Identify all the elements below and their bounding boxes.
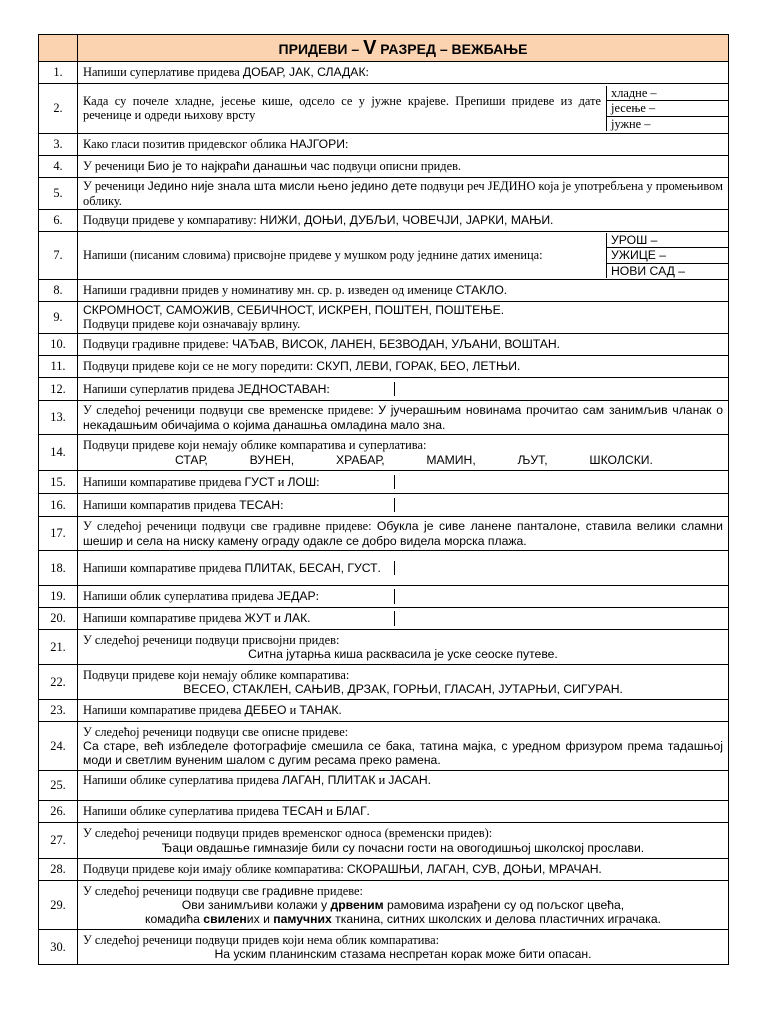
exercise-number: 29. xyxy=(39,881,78,930)
exercise-row xyxy=(39,551,729,586)
exercise-row xyxy=(39,471,729,494)
page-title: ПРИДЕВИ – V РАЗРЕД – ВЕЖБАЊЕ xyxy=(78,35,729,62)
exercise-number: 3. xyxy=(39,134,78,156)
exercise-text: Како гласи позитив придевског облика НАЈГОРИ: xyxy=(78,134,729,156)
exercise-text: У реченици Био је то најкраћи данашњи час подвуци описни придев. xyxy=(78,156,729,178)
header-row xyxy=(39,35,729,62)
exercise-text: Подвуци придеве у компаративу: НИЖИ, ДОЊИ, ДУБЉИ, ЧОВЕЧЈИ, ЈАРКИ, МАЊИ. xyxy=(78,210,729,232)
exercise-row xyxy=(39,401,729,435)
exercise-row xyxy=(39,156,729,178)
exercise-text: СКРОМНОСТ, САМОЖИВ, СЕБИЧНОСТ, ИСКРЕН, ПОШТЕН, ПОШТЕЊЕ. Подвуци придеве који означавају врлину. xyxy=(78,302,729,334)
exercise-text: Напиши компаративе придева ДЕБЕО и ТАНАК. xyxy=(78,700,729,722)
exercise-text: Подвуци придеве који имају облике компаратива: СКОРАШЊИ, ЛАГАН, СУВ, ДОЊИ, МРАЧАН. xyxy=(78,859,729,881)
exercise-number: 30. xyxy=(39,930,78,965)
exercise-split xyxy=(78,498,728,512)
exercise-text: Напиши облике суперлатива придева ТЕСАН и БЛАГ. xyxy=(78,801,729,823)
exercise-row xyxy=(39,178,729,210)
exercise-row xyxy=(39,586,729,608)
exercise-text: Подвуци придеве који се не могу поредити: СКУП, ЛЕВИ, ГОРАК, БЕО, ЛЕТЊИ. xyxy=(78,356,729,378)
exercise-row xyxy=(39,494,729,517)
exercise-text: У следећој реченици подвуци све описне придеве: Са старе, већ избледеле фотографије смешила се бака, татина мајка, с уредном фризуром према тадашњој моди и светлим вуненим шалом с дугим ресама преко рамена. xyxy=(78,722,729,771)
exercise-row xyxy=(39,334,729,356)
exercise-text: У следећој реченици подвуци придев временског односа (временски придев): Ђаци овдашње гимназије били су почасни гости на овогодишњој школској прослави. xyxy=(78,823,729,859)
answer-field[interactable]: јесење – xyxy=(607,101,729,116)
exercise-text: Напиши компаративе придева ЖУТ и ЛАК. xyxy=(78,611,395,625)
exercise-number: 14. xyxy=(39,435,78,471)
exercise-number: 8. xyxy=(39,280,78,302)
exercise-row xyxy=(39,302,729,334)
answer-field[interactable]: хладне – xyxy=(607,86,729,101)
exercise-row xyxy=(39,378,729,401)
exercise-row xyxy=(39,930,729,965)
exercise-number: 24. xyxy=(39,722,78,771)
exercise-text: Напиши компаративе придева ГУСТ и ЛОШ: xyxy=(78,475,395,489)
exercise-row xyxy=(39,435,729,471)
exercise-text: Напиши суперлатив придева ЈЕДНОСТАВАН: xyxy=(78,382,395,396)
exercise-row xyxy=(39,517,729,551)
exercise-split xyxy=(78,86,728,131)
exercise-text: Напиши облик суперлатива придева ЈЕДАР: xyxy=(78,589,395,603)
exercise-number: 17. xyxy=(39,517,78,551)
exercise-row xyxy=(39,771,729,801)
exercise-row xyxy=(39,62,729,84)
exercise-number: 22. xyxy=(39,665,78,700)
exercise-text: Напиши облике суперлатива придева ЛАГАН, ПЛИТАК и ЈАСАН. xyxy=(78,771,729,801)
exercise-number: 7. xyxy=(39,232,78,280)
word-list: СТАР, ВУНЕН, ХРАБАР, МАМИН, ЉУТ, ШКОЛСКИ. xyxy=(175,452,653,467)
exercise-text: Подвуци придеве који немају облике компаратива и суперлатива: СТАР, ВУНЕН, ХРАБАР, МАМИН, ЉУТ, ШКОЛСКИ. xyxy=(78,435,729,471)
exercise-row xyxy=(39,84,729,134)
exercise-text: У следећој реченици подвуци све градивне придеве: Обукла је сиве ланене панталоне, ставила велики сламни шешир и села на ниску камену ограду одакле се добро видела морска плажа. xyxy=(78,517,729,551)
exercise-text: У реченици Једино није знала шта мисли њено једино дете подвуци реч ЈЕДИНО која је употребљена у промењивом облику. xyxy=(78,178,729,210)
exercise-number: 13. xyxy=(39,401,78,435)
answer-field[interactable]: јужне – xyxy=(607,116,729,131)
exercise-text: Напиши компаратив придева ТЕСАН: xyxy=(78,498,395,512)
answer-field[interactable] xyxy=(395,382,729,396)
answer-field[interactable] xyxy=(395,611,729,625)
exercise-number: 10. xyxy=(39,334,78,356)
exercise-row xyxy=(39,823,729,859)
exercise-split xyxy=(78,611,728,625)
exercise-row xyxy=(39,665,729,700)
exercise-number: 19. xyxy=(39,586,78,608)
header-corner-cell xyxy=(39,35,78,62)
exercise-text: У следећој реченици подвуци придев који нема облик компаратива: На уским планинским стазама неспретан корак може бити опасан. xyxy=(78,930,729,965)
exercise-row xyxy=(39,280,729,302)
exercise-number: 11. xyxy=(39,356,78,378)
exercise-row xyxy=(39,700,729,722)
answer-field[interactable] xyxy=(395,561,729,575)
exercise-number: 9. xyxy=(39,302,78,334)
exercise-row xyxy=(39,232,729,280)
exercise-row xyxy=(39,608,729,630)
exercise-row xyxy=(39,134,729,156)
exercise-number: 25. xyxy=(39,771,78,801)
exercise-text: Када су почеле хладне, јесење кише, одсело се у јужне крајеве. Препиши придеве из дате реченице и одреди њихову врсту xyxy=(83,94,601,123)
exercise-number: 15. xyxy=(39,471,78,494)
answer-field[interactable]: НОВИ САД – xyxy=(607,263,729,278)
exercise-row xyxy=(39,859,729,881)
exercise-number: 20. xyxy=(39,608,78,630)
exercise-number: 18. xyxy=(39,551,78,586)
answer-field[interactable] xyxy=(395,498,729,512)
exercise-number: 1. xyxy=(39,62,78,84)
exercise-split xyxy=(78,475,728,489)
exercise-row xyxy=(39,801,729,823)
exercise-text: У следећој реченици подвуци све градивне придеве: Ови занимљиви колажи у дрвеним рамовима израђени су од пољског цвећа, комадића свилених и памучних тканина, ситних школских и делова пластичних играчака. xyxy=(78,881,729,930)
exercise-number: 4. xyxy=(39,156,78,178)
exercise-text: Подвуци придеве који немају облике компаратива: ВЕСЕО, СТАКЛЕН, САЊИВ, ДРЗАК, ГОРЊИ, ГЛАСАН, ЈУТАРЊИ, СИГУРАН. xyxy=(78,665,729,700)
exercise-number: 6. xyxy=(39,210,78,232)
exercise-split xyxy=(78,589,728,603)
exercise-row xyxy=(39,722,729,771)
exercise-number: 27. xyxy=(39,823,78,859)
answer-field[interactable]: УЖИЦЕ – xyxy=(607,248,729,263)
exercise-table xyxy=(38,34,729,965)
exercise-text: У следећој реченици подвуци све временске придеве: У јучерашњим новинама прочитао сам занимљив чланак о некадашњим обичајима о којима данашња омладина мало зна. xyxy=(78,401,729,435)
exercise-number: 2. xyxy=(39,84,78,134)
exercise-row xyxy=(39,210,729,232)
exercise-row xyxy=(39,356,729,378)
exercise-text: Напиши (писаним словима) присвојне придеве у мушком роду једнине датих именица: xyxy=(83,248,543,263)
exercise-number: 12. xyxy=(39,378,78,401)
exercise-text: Напиши градивни придев у номинативу мн. ср. р. изведен од именице СТАКЛО. xyxy=(78,280,729,302)
exercise-text: Подвуци градивне придеве: ЧАЂАВ, ВИСОК, ЛАНЕН, БЕЗВОДАН, УЉАНИ, ВОШТАН. xyxy=(78,334,729,356)
answer-field[interactable] xyxy=(395,589,729,603)
exercise-text: У следећој реченици подвуци присвојни придев: Ситна јутарња киша расквасила је уске сеоске путеве. xyxy=(78,630,729,665)
exercise-number: 16. xyxy=(39,494,78,517)
exercise-split xyxy=(78,561,728,575)
exercise-split xyxy=(78,382,728,396)
exercise-split xyxy=(78,233,728,277)
answer-field[interactable]: УРОШ – xyxy=(607,233,729,248)
exercise-number: 26. xyxy=(39,801,78,823)
exercise-text: Напиши компаративе придева ПЛИТАК, БЕСАН, ГУСТ. xyxy=(78,561,395,575)
answer-field[interactable] xyxy=(395,475,729,489)
exercise-number: 28. xyxy=(39,859,78,881)
exercise-row xyxy=(39,881,729,930)
exercise-number: 23. xyxy=(39,700,78,722)
exercise-number: 21. xyxy=(39,630,78,665)
exercise-number: 5. xyxy=(39,178,78,210)
exercise-text: Напиши суперлативе придева ДОБАР, ЈАК, СЛАДАК: xyxy=(78,62,729,84)
exercise-row xyxy=(39,630,729,665)
